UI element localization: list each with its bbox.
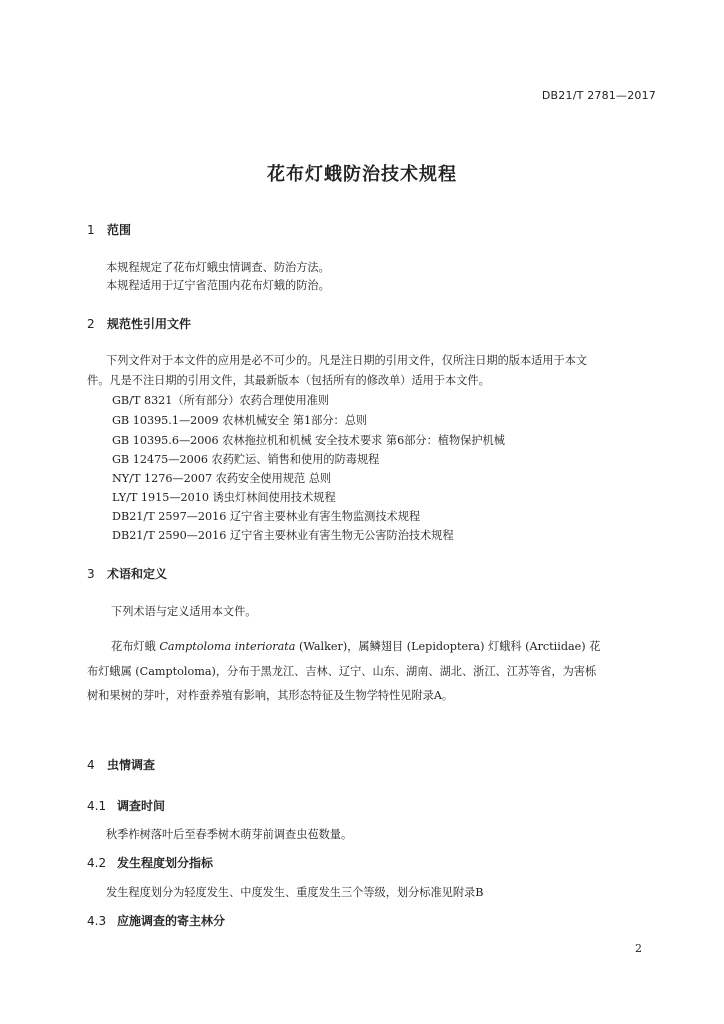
term-definition-line-2: 布灯蛾属 (Camptoloma)，分布于黑龙江、吉林、辽宁、山东、湖南、湖北、浙江、江苏等省，为害栎 xyxy=(87,665,597,678)
term-definition-text: (Walker)，属鳞翅目 (Lepidoptera) 灯蛾科 (Arctiidae) 花 xyxy=(295,640,601,653)
section-1-heading xyxy=(87,221,131,238)
subsection-4-2-heading xyxy=(87,854,213,871)
document-title: 花布灯蛾防治技术规程 xyxy=(267,164,457,185)
reference-item: GB 10395.6—2006 农林拖拉机和机械 安全技术要求 第6部分：植物保护机械 xyxy=(112,434,505,447)
subsection-4-2-text: 发生程度划分为轻度发生、中度发生、重度发生三个等级，划分标准见附录B xyxy=(106,886,484,899)
subsection-title: 发生程度划分指标 xyxy=(117,856,214,870)
section-3-heading xyxy=(87,565,167,582)
reference-item: LY/T 1915—2010 诱虫灯林间使用技术规程 xyxy=(112,491,336,504)
section-number: 3 xyxy=(87,567,95,581)
reference-item: GB/T 8321（所有部分）农药合理使用准则 xyxy=(112,394,330,407)
subsection-number: 4.3 xyxy=(87,914,107,928)
section-4-heading xyxy=(87,756,155,773)
reference-item: NY/T 1276—2007 农药安全使用规范 总则 xyxy=(112,472,332,485)
reference-item: GB 12475—2006 农药贮运、销售和使用的防毒规程 xyxy=(112,453,380,466)
standard-number: DB21/T 2781—2017 xyxy=(541,89,656,102)
reference-item: GB 10395.1—2009 农林机械安全 第1部分：总则 xyxy=(112,414,368,427)
refs-intro-line-1: 下列文件对于本文件的应用是必不可少的。凡是注日期的引用文件，仅所注日期的版本适用于本文 xyxy=(106,354,588,367)
scope-line-2: 本规程适用于辽宁省范围内花布灯蛾的防治。 xyxy=(106,279,330,292)
section-title: 虫情调查 xyxy=(107,758,156,772)
term-definition-line-3: 树和果树的芽叶，对柞蚕养殖有影响，其形态特征及生物学特性见附录A。 xyxy=(87,689,454,702)
scope-line-1: 本规程规定了花布灯蛾虫情调查、防治方法。 xyxy=(106,261,330,274)
section-number: 2 xyxy=(87,317,95,331)
term-definition-line-1 xyxy=(111,638,600,654)
terms-intro: 下列术语与定义适用本文件。 xyxy=(111,605,257,618)
subsection-4-1-text: 秋季柞树落叶后至春季树木萌芽前调查虫苞数量。 xyxy=(106,828,353,841)
subsection-number: 4.2 xyxy=(87,856,107,870)
subsection-4-3-heading xyxy=(87,912,225,929)
section-title: 规范性引用文件 xyxy=(107,317,192,331)
page-number: 2 xyxy=(635,942,642,955)
subsection-title: 调查时间 xyxy=(117,799,166,813)
subsection-title: 应施调查的寄主林分 xyxy=(117,914,226,928)
term-name: 花布灯蛾 xyxy=(111,640,160,653)
subsection-number: 4.1 xyxy=(87,799,107,813)
subsection-4-1-heading xyxy=(87,797,165,814)
section-number: 4 xyxy=(87,758,95,772)
section-2-heading xyxy=(87,315,191,332)
latin-name: Camptoloma interiorata xyxy=(159,640,296,653)
section-title: 范围 xyxy=(107,223,132,237)
section-title: 术语和定义 xyxy=(107,567,168,581)
reference-item: DB21/T 2590—2016 辽宁省主要林业有害生物无公害防治技术规程 xyxy=(112,529,454,542)
section-number: 1 xyxy=(87,223,95,237)
reference-item: DB21/T 2597—2016 辽宁省主要林业有害生物监测技术规程 xyxy=(112,510,421,523)
refs-intro-line-2: 件。凡是不注日期的引用文件，其最新版本（包括所有的修改单）适用于本文件。 xyxy=(87,374,490,387)
